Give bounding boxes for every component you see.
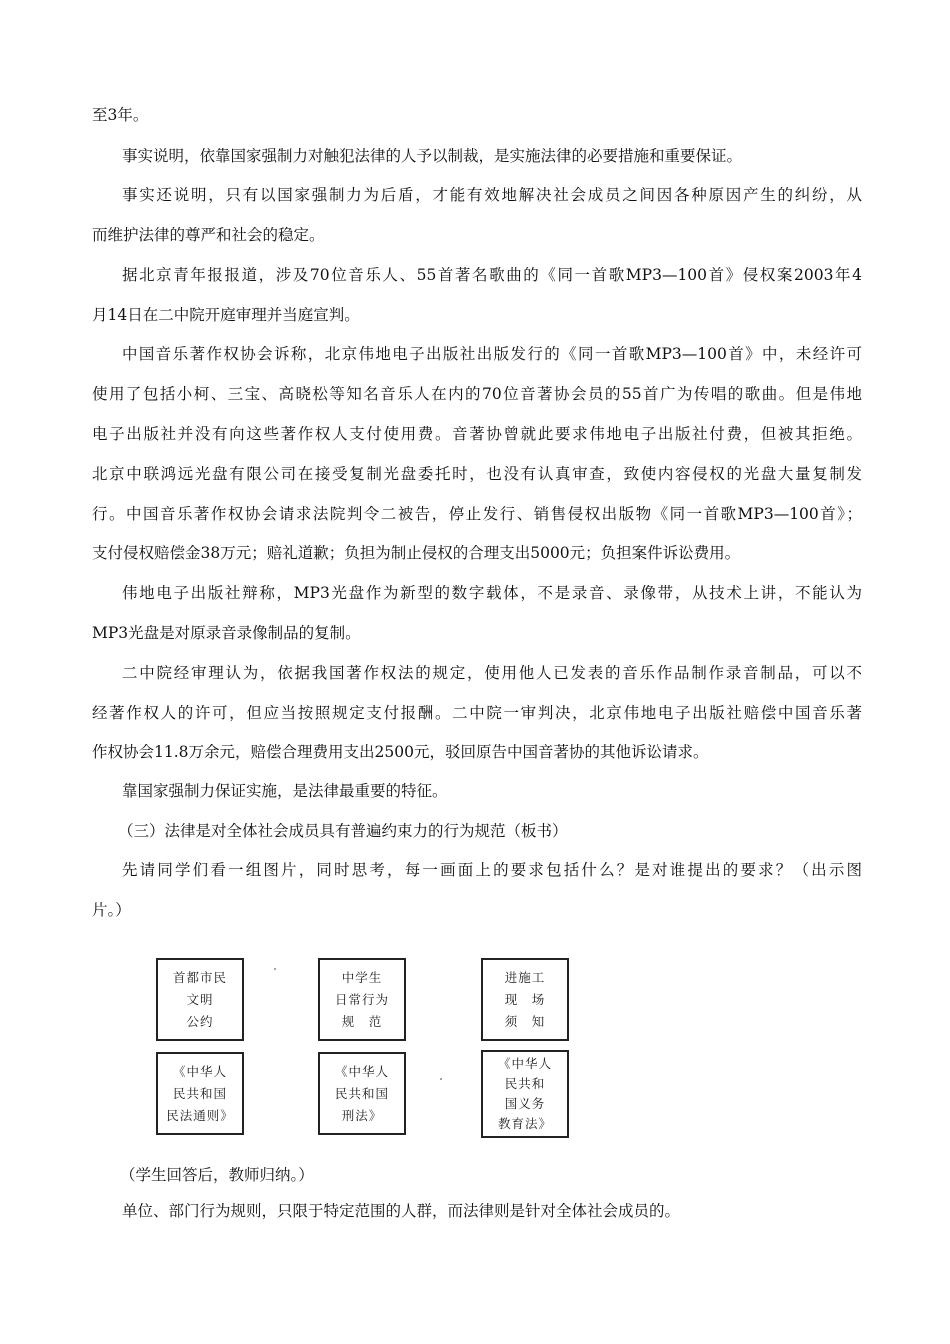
sign-text: 《中华人 [172,1063,227,1079]
sign-box-student-conduct [318,958,406,1041]
sign-box-criminal-law [318,1052,406,1135]
paragraph-line: 伟地电子出版社辩称，MP3光盘作为新型的数字载体，不是录音、录像带，从技术上讲，不能认为 [122,584,862,602]
sign-text: 民共和 [504,1076,546,1091]
paragraph-line: 片。） [92,901,131,919]
sign-text: 《中华人 [334,1063,389,1079]
sign-text: 国义务 [504,1096,546,1111]
paragraph-line: 事实还说明，只有以国家强制力为后盾，才能有效地解决社会成员之间因各种原因产生的纠纷，从 [122,186,862,204]
sign-text: 教育法》 [497,1116,552,1131]
sign-text: 进施工 [504,969,546,985]
paragraph-line: 至3年。 [92,106,149,124]
sign-text: 刑法》 [341,1107,383,1123]
scan-speck [440,1078,442,1080]
paragraph-line: 靠国家强制力保证实施，是法律最重要的特征。 [122,782,448,800]
paragraph-line: 单位、部门行为规则，只限于特定范围的人群，而法律则是针对全体社会成员的。 [122,1202,681,1220]
paragraph-line: 电子出版社并没有向这些著作权人支付使用费。音著协曾就此要求伟地电子出版社付费，但被其拒绝。 [92,425,862,443]
paragraph-line: MP3光盘是对原录音录像制品的复制。 [92,624,361,642]
sign-text: 规 范 [341,1013,383,1029]
paragraph-line: 作权协会11.8万余元，赔偿合理费用支出2500元，驳回原告中国音著协的其他诉讼请求。 [92,743,709,761]
sign-text: 民共和国 [172,1085,227,1101]
sign-text: 中学生 [341,969,383,985]
sign-text: 民法通则》 [166,1107,234,1123]
paragraph-line: 中国音乐著作权协会诉称，北京伟地电子出版社出版发行的《同一首歌MP3—100首》中，未经许可 [122,345,862,363]
paragraph-line: 据北京青年报报道，涉及70位音乐人、55首著名歌曲的《同一首歌MP3—100首》侵权案2003年4 [122,266,862,284]
paragraph-line: 使用了包括小柯、三宝、高晓松等知名音乐人在内的70位音著协会员的55首广为传唱的歌曲。但是伟地 [92,385,862,403]
sign-box-citizen-convention [156,958,244,1041]
sign-text: 现 场 [504,991,546,1007]
paragraph-line: 北京中联鸿远光盘有限公司在接受复制光盘委托时，也没有认真审查，致使内容侵权的光盘大量复制发 [92,465,862,483]
paragraph-line: 月14日在二中院开庭审理并当庭宣判。 [92,306,360,324]
sign-box-construction-notice [481,958,569,1041]
section-heading: （三）法律是对全体社会成员具有普遍约束力的行为规范（板书） [118,822,568,840]
sign-text: 《中华人 [497,1056,552,1071]
sign-text: 须 知 [504,1013,546,1029]
sign-text: 文明 [186,991,214,1007]
sign-text: 民共和国 [334,1085,389,1101]
scan-speck [274,968,276,970]
paragraph-line: 事实说明，依靠国家强制力对触犯法律的人予以制裁，是实施法律的必要措施和重要保证。 [122,147,743,165]
sign-box-civil-law [156,1052,244,1135]
paragraph-line: 行。中国音乐著作权协会请求法院判令二被告，停止发行、销售侵权出版物《同一首歌MP3—100首》； [92,505,862,523]
sign-text: 首都市民 [172,969,227,985]
sign-box-education-law [481,1050,569,1138]
paragraph-line: 二中院经审理认为，依据我国著作权法的规定，使用他人已发表的音乐作品制作录音制品，可以不 [122,664,862,682]
sign-text: 日常行为 [334,991,389,1007]
sign-text: 公约 [186,1013,214,1029]
paragraph-line: 而维护法律的尊严和社会的稳定。 [92,226,325,244]
paragraph-line: 先请同学们看一组图片，同时思考，每一画面上的要求包括什么？是对谁提出的要求？（出示图 [122,861,862,879]
paragraph-line: （学生回答后，教师归纳。） [120,1166,314,1184]
paragraph-line: 经著作权人的许可，但应当按照规定支付报酬。二中院一审判决，北京伟地电子出版社赔偿中国音乐著 [92,704,862,722]
paragraph-line: 支付侵权赔偿金38万元；赔礼道歉；负担为制止侵权的合理支出5000元；负担案件诉讼费用。 [92,544,741,562]
